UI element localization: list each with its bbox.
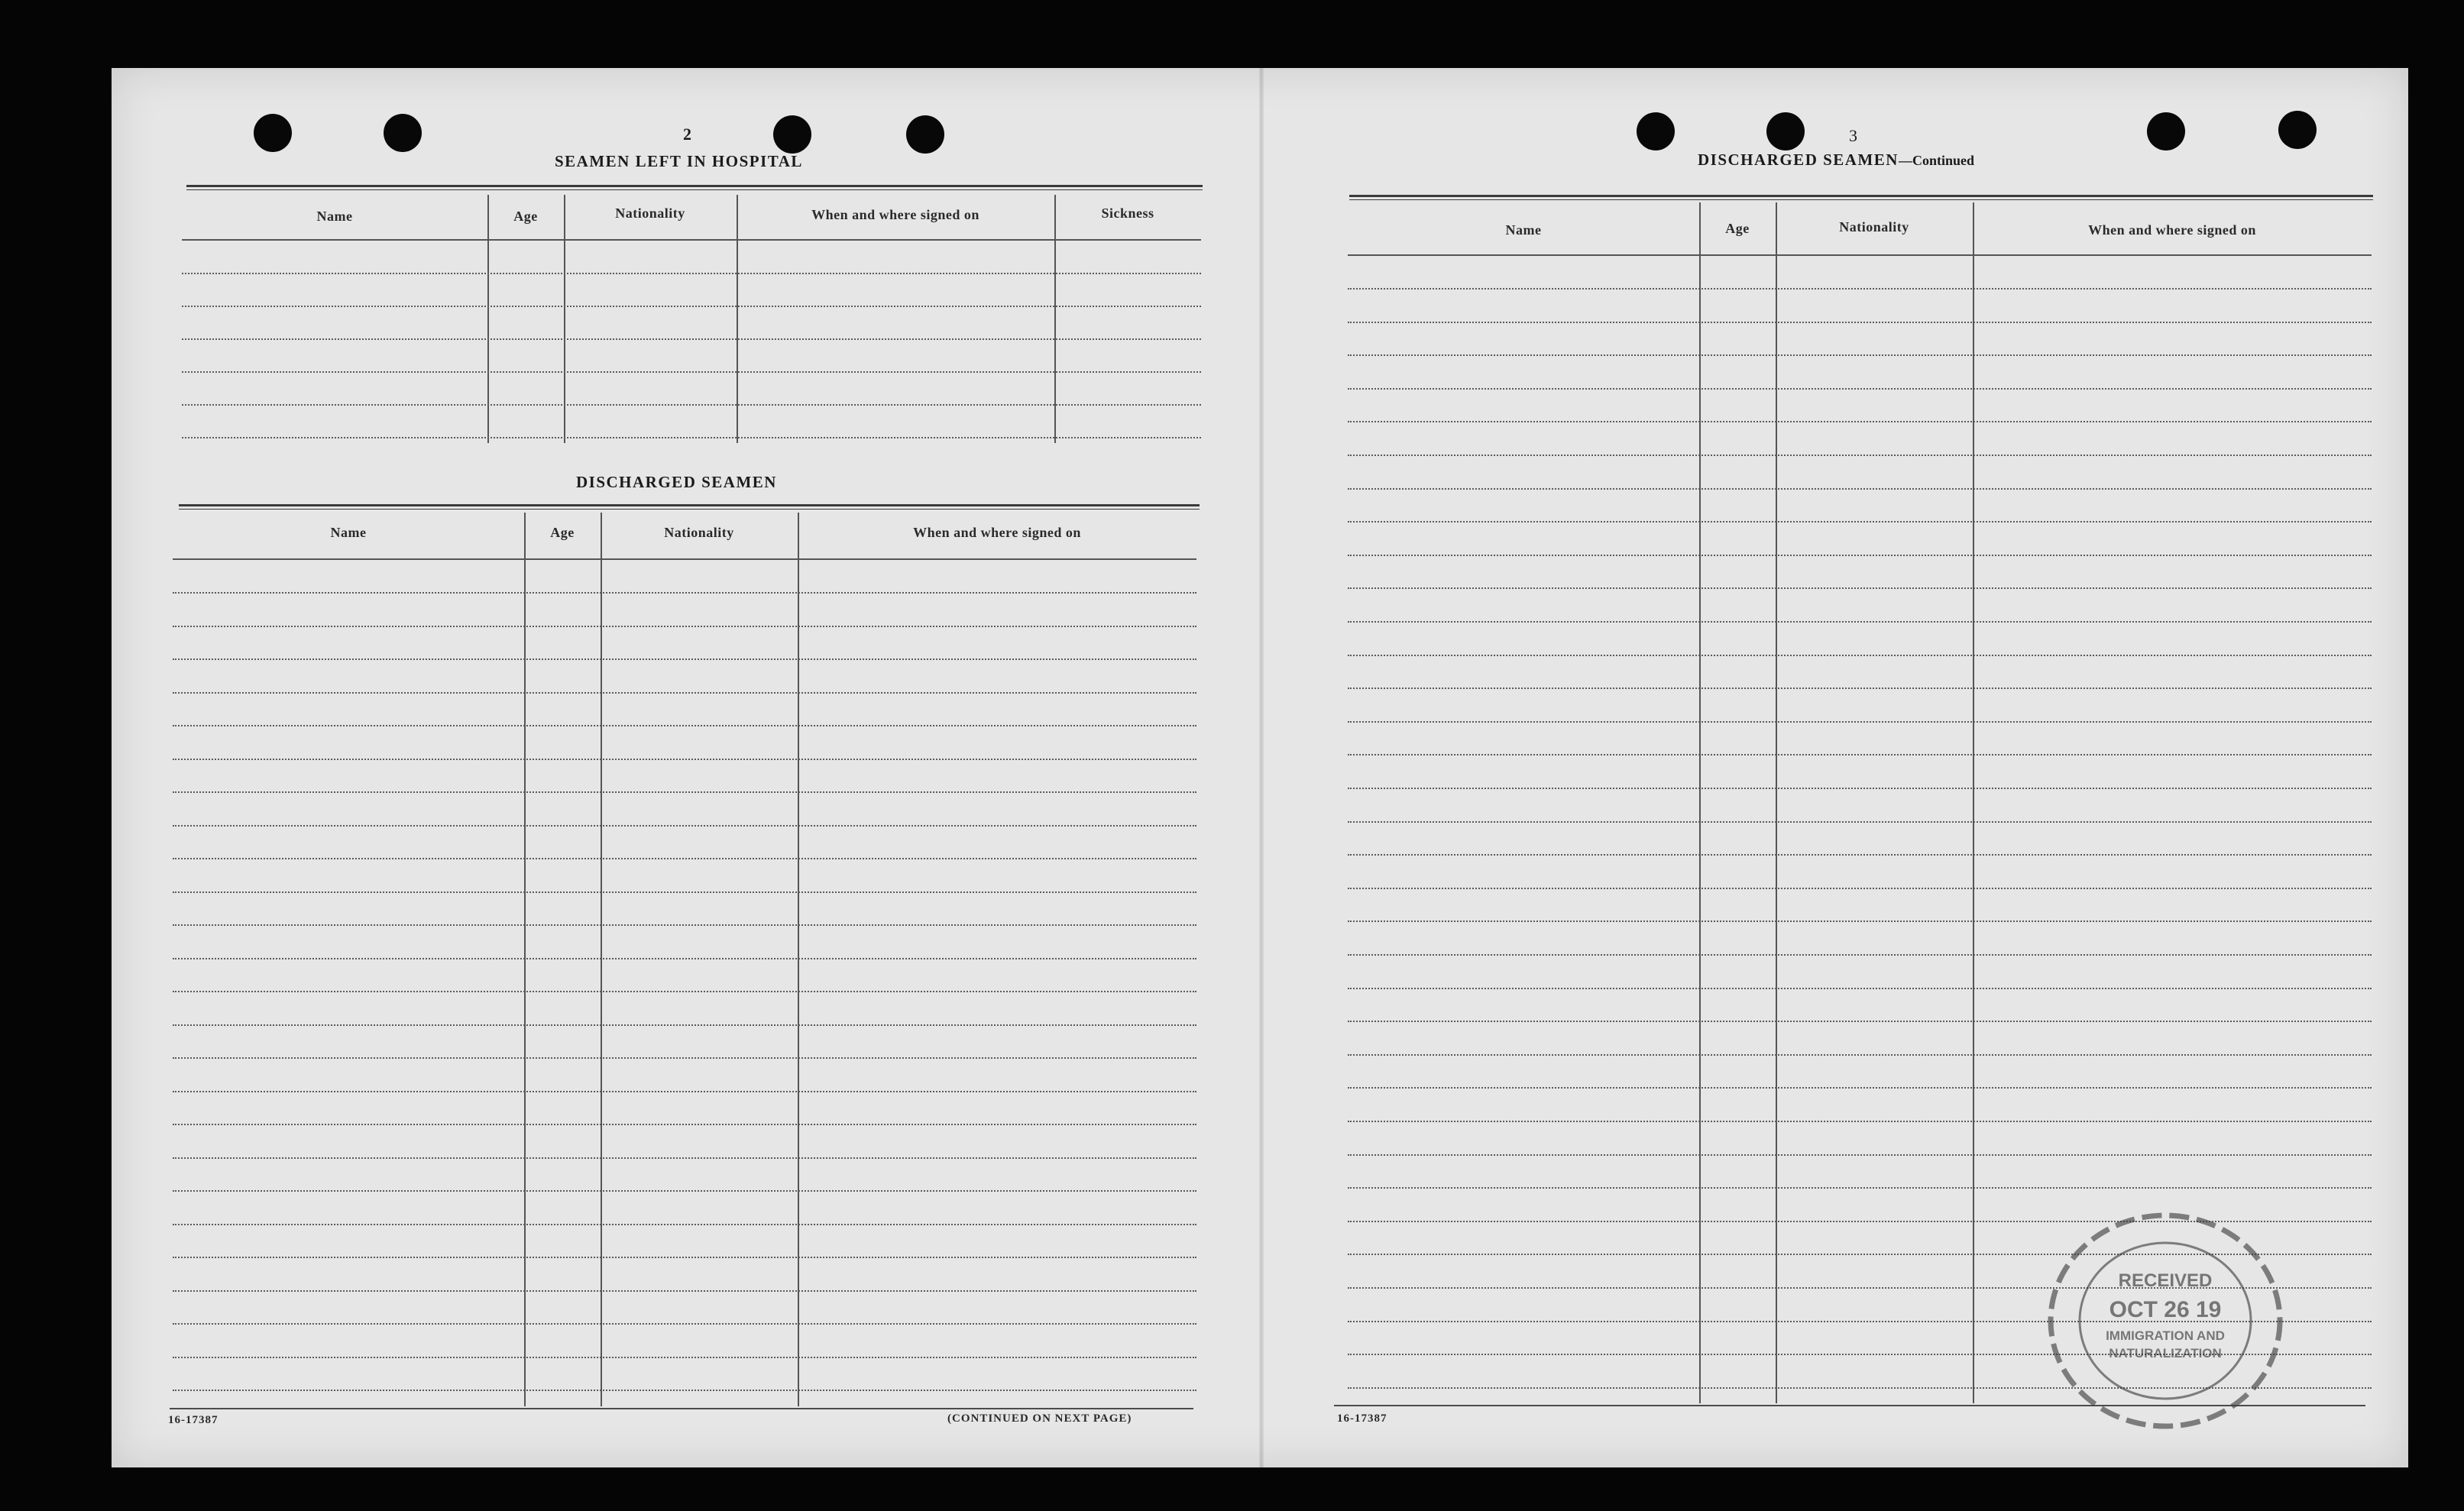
form-row-line [173, 658, 1196, 660]
header-rule [182, 239, 1201, 241]
form-row-line [1348, 921, 2372, 922]
column-divider [1699, 202, 1701, 1403]
column-divider [564, 195, 565, 443]
punch-hole [773, 115, 811, 154]
form-row-line [1348, 754, 2372, 756]
section-rule [179, 504, 1200, 510]
column-header-name: Name [316, 209, 353, 224]
punch-hole [1637, 112, 1675, 150]
discharged-table [173, 513, 1196, 1467]
form-row-line [1348, 688, 2372, 689]
form-row-line [1348, 1021, 2372, 1022]
bottom-rule [170, 1408, 1193, 1409]
section-rule [186, 185, 1203, 190]
form-row-line [1348, 354, 2372, 356]
column-header-age: Age [1725, 221, 1750, 236]
form-row-line [1348, 1087, 2372, 1089]
form-row-line [1348, 455, 2372, 456]
form-row-line [173, 626, 1196, 627]
punch-hole [1766, 112, 1805, 150]
form-row-line [1348, 888, 2372, 889]
column-header-signed-on: When and where signed on [811, 207, 979, 222]
form-row-line [1348, 1121, 2372, 1122]
form-row-line [1348, 721, 2372, 723]
form-row-line [173, 725, 1196, 726]
form-row-line [1348, 1187, 2372, 1189]
punch-hole [2147, 112, 2185, 150]
header-rule [173, 558, 1196, 560]
form-row-line [182, 306, 1201, 307]
form-row-line [1348, 322, 2372, 323]
column-divider [601, 513, 602, 1406]
form-row-line [1348, 788, 2372, 789]
form-sheet [112, 68, 2408, 1467]
hospital-table [182, 195, 1201, 455]
form-row-line [173, 924, 1196, 926]
section-rule [1349, 195, 2373, 200]
column-header-nationality: Nationality [664, 525, 734, 540]
column-divider [1054, 195, 1056, 443]
form-number: 16-17387 [1337, 1412, 1387, 1425]
header-rule [1348, 254, 2372, 256]
section-title-hospital: SEAMEN LEFT IN HOSPITAL [555, 152, 803, 170]
form-row-line [173, 759, 1196, 760]
form-row-line [182, 338, 1201, 340]
form-row-line [1348, 621, 2372, 623]
column-header-nationality: Nationality [615, 205, 685, 221]
form-row-line [182, 371, 1201, 373]
form-row-line [1348, 555, 2372, 556]
column-divider [737, 195, 738, 443]
form-row-line [173, 1024, 1196, 1026]
column-divider [524, 513, 526, 1406]
received-stamp [2043, 1206, 2288, 1435]
form-row-line [173, 1057, 1196, 1059]
form-row-line [173, 1390, 1196, 1391]
punch-hole [254, 114, 292, 152]
form-row-line [173, 891, 1196, 893]
column-divider [487, 195, 489, 443]
form-row-line [182, 404, 1201, 406]
column-divider [1973, 202, 1974, 1403]
form-row-line [1348, 587, 2372, 589]
form-row-line [173, 858, 1196, 859]
column-divider [798, 513, 799, 1406]
column-header-age: Age [550, 525, 575, 540]
form-row-line [173, 825, 1196, 827]
form-row-line [173, 692, 1196, 694]
form-row-line [173, 1190, 1196, 1192]
column-header-name: Name [1505, 222, 1542, 238]
punch-hole [906, 115, 944, 154]
form-row-line [1348, 488, 2372, 490]
form-number: 16-17387 [168, 1414, 219, 1426]
column-header-nationality: Nationality [1839, 219, 1909, 235]
stamp-text: NATURALIZATION [2109, 1346, 2222, 1361]
stamp-text: RECEIVED [2118, 1270, 2213, 1291]
form-row-line [173, 1257, 1196, 1258]
form-row-line [173, 1124, 1196, 1125]
column-header-age: Age [513, 209, 538, 224]
form-row-line [1348, 821, 2372, 823]
form-row-line [173, 991, 1196, 992]
form-row-line [173, 1224, 1196, 1225]
form-row-line [173, 791, 1196, 793]
form-row-line [182, 437, 1201, 438]
form-row-line [1348, 854, 2372, 856]
stamp-text: IMMIGRATION AND [2106, 1328, 2225, 1343]
form-row-line [1348, 388, 2372, 390]
section-title-main: DISCHARGED SEAMEN [1698, 150, 1899, 169]
form-row-line [173, 592, 1196, 594]
form-row-line [1348, 655, 2372, 656]
form-row-line [182, 273, 1201, 274]
column-header-signed-on: When and where signed on [913, 525, 1081, 540]
form-row-line [173, 1357, 1196, 1358]
form-row-line [1348, 988, 2372, 989]
continued-note: (CONTINUED ON NEXT PAGE) [947, 1412, 1132, 1425]
form-row-line [173, 1323, 1196, 1325]
stamp-text: OCT 26 19 [2109, 1297, 2222, 1322]
column-header-sickness: Sickness [1101, 205, 1154, 221]
form-row-line [173, 1290, 1196, 1292]
form-row-line [173, 1091, 1196, 1092]
section-title-suffix: —Continued [1898, 153, 1974, 168]
form-row-line [1348, 421, 2372, 422]
page-fold [1259, 68, 1264, 1467]
section-title-discharged: DISCHARGED SEAMEN [576, 473, 777, 491]
section-title-discharged-continued [1698, 150, 1974, 170]
column-header-name: Name [330, 525, 367, 540]
form-row-line [173, 1157, 1196, 1159]
column-divider [1776, 202, 1777, 1403]
punch-hole [384, 114, 422, 152]
column-header-signed-on: When and where signed on [2088, 222, 2256, 238]
page-number: 2 [683, 125, 691, 144]
form-row-line [173, 958, 1196, 959]
form-row-line [1348, 1054, 2372, 1056]
form-row-line [1348, 521, 2372, 523]
form-row-line [1348, 1154, 2372, 1156]
punch-hole [2278, 111, 2317, 149]
page-number: 3 [1849, 126, 1857, 145]
form-row-line [1348, 288, 2372, 290]
form-row-line [1348, 954, 2372, 956]
